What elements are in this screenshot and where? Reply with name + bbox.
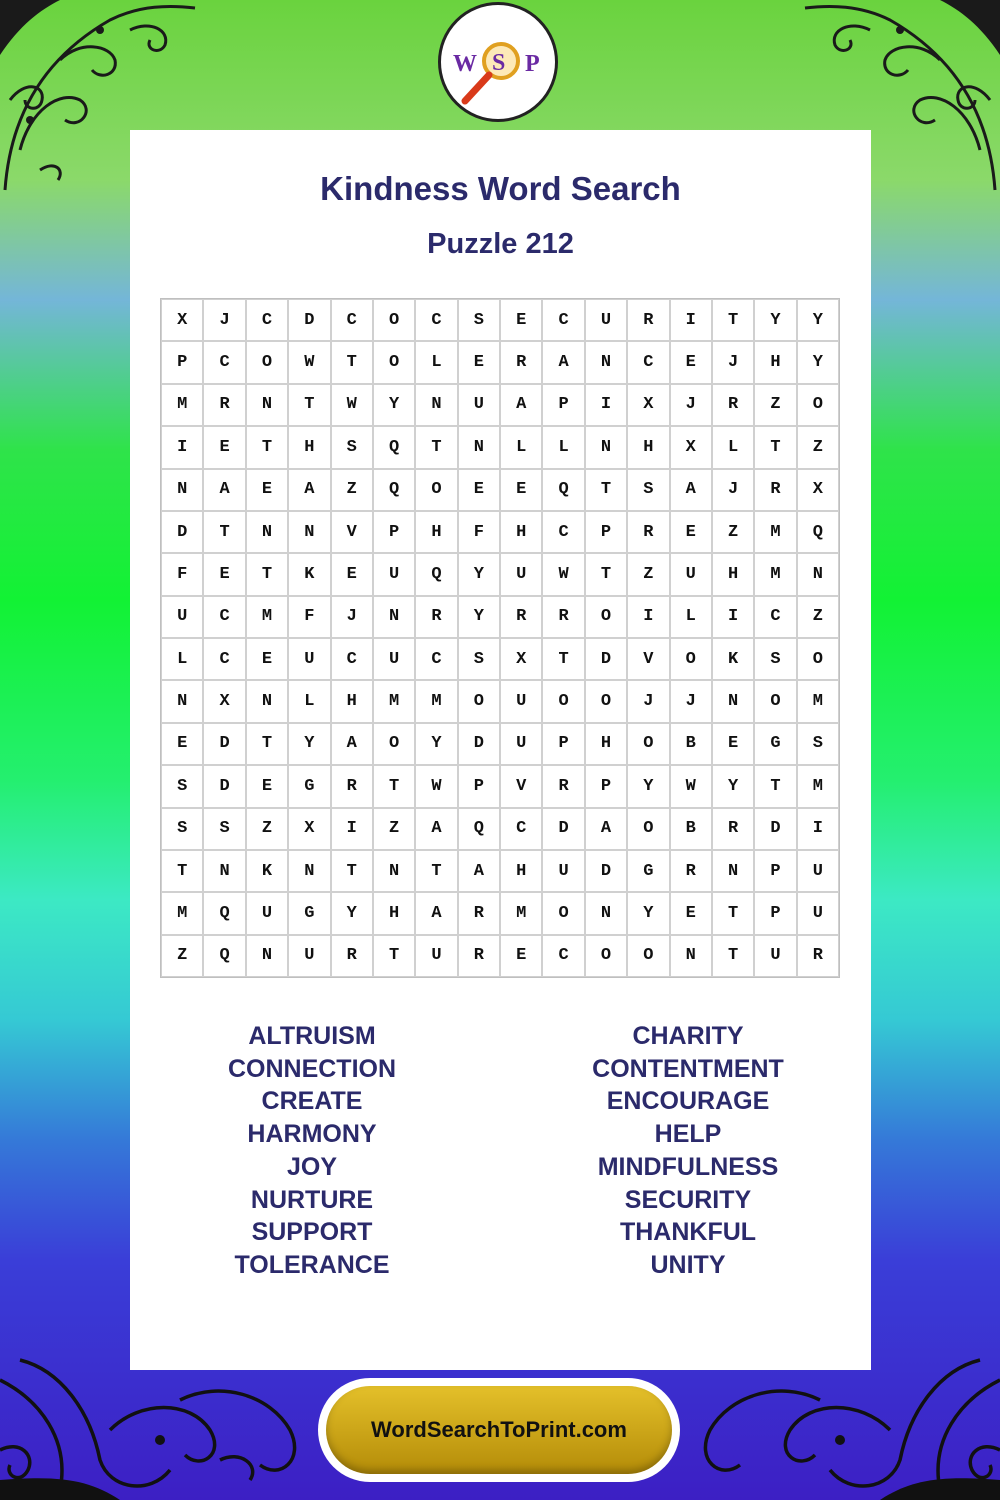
grid-cell[interactable]: J xyxy=(627,680,669,722)
grid-cell[interactable]: D xyxy=(585,850,627,892)
grid-cell[interactable]: E xyxy=(331,553,373,595)
grid-cell[interactable]: U xyxy=(500,553,542,595)
grid-cell[interactable]: O xyxy=(670,638,712,680)
grid-cell[interactable]: D xyxy=(542,808,584,850)
grid-cell[interactable]: L xyxy=(288,680,330,722)
grid-cell[interactable]: B xyxy=(670,723,712,765)
grid-cell[interactable]: O xyxy=(246,341,288,383)
grid-cell[interactable]: E xyxy=(161,723,203,765)
grid-cell[interactable]: N xyxy=(161,680,203,722)
grid-cell[interactable]: V xyxy=(627,638,669,680)
grid-cell[interactable]: J xyxy=(203,299,245,341)
grid-cell[interactable]: R xyxy=(797,935,839,977)
grid-cell[interactable]: L xyxy=(670,596,712,638)
grid-cell[interactable]: D xyxy=(203,765,245,807)
grid-cell[interactable]: Z xyxy=(712,511,754,553)
grid-cell[interactable]: A xyxy=(500,384,542,426)
letter-grid xyxy=(160,298,840,978)
grid-cell[interactable]: D xyxy=(754,808,796,850)
grid-cell[interactable]: W xyxy=(288,341,330,383)
grid-cell[interactable]: M xyxy=(754,511,796,553)
grid-cell[interactable]: A xyxy=(670,469,712,511)
grid-cell[interactable]: U xyxy=(542,850,584,892)
grid-cell[interactable]: Y xyxy=(331,892,373,934)
grid-cell[interactable]: N xyxy=(712,680,754,722)
grid-cell[interactable]: W xyxy=(415,765,457,807)
grid-cell[interactable]: T xyxy=(246,426,288,468)
grid-cell[interactable]: N xyxy=(415,384,457,426)
grid-cell[interactable]: U xyxy=(670,553,712,595)
grid-cell[interactable]: L xyxy=(712,426,754,468)
grid-cell[interactable]: M xyxy=(500,892,542,934)
grid-cell[interactable]: E xyxy=(203,426,245,468)
grid-cell[interactable]: R xyxy=(627,511,669,553)
grid-cell[interactable]: T xyxy=(246,553,288,595)
grid-cell[interactable]: J xyxy=(331,596,373,638)
word-list-item: TOLERANCE xyxy=(234,1250,390,1279)
grid-cell[interactable]: U xyxy=(415,935,457,977)
grid-cell[interactable]: H xyxy=(373,892,415,934)
grid-cell[interactable]: U xyxy=(797,850,839,892)
grid-cell[interactable]: B xyxy=(670,808,712,850)
grid-cell[interactable]: W xyxy=(331,384,373,426)
word-list-item: CHARITY xyxy=(632,1022,744,1050)
grid-cell[interactable]: H xyxy=(627,426,669,468)
grid-cell[interactable]: D xyxy=(161,511,203,553)
grid-cell[interactable]: C xyxy=(542,511,584,553)
grid-cell[interactable]: I xyxy=(712,596,754,638)
grid-cell[interactable]: H xyxy=(585,723,627,765)
grid-cell[interactable]: X xyxy=(203,680,245,722)
grid-cell[interactable]: M xyxy=(797,680,839,722)
word-list-item: JOY xyxy=(286,1152,338,1181)
word-list-item: NURTURE xyxy=(250,1185,374,1214)
grid-cell[interactable]: U xyxy=(373,638,415,680)
grid-cell[interactable]: L xyxy=(542,426,584,468)
word-list-item: UNITY xyxy=(650,1250,726,1279)
grid-cell[interactable]: O xyxy=(797,384,839,426)
grid-cell[interactable]: Y xyxy=(627,892,669,934)
grid-cell[interactable]: O xyxy=(542,892,584,934)
grid-cell[interactable]: R xyxy=(331,935,373,977)
grid-cell[interactable]: N xyxy=(585,426,627,468)
grid-cell[interactable]: A xyxy=(203,469,245,511)
grid-cell[interactable]: U xyxy=(373,553,415,595)
grid-cell[interactable]: X xyxy=(500,638,542,680)
grid-cell[interactable]: O xyxy=(542,680,584,722)
grid-cell[interactable]: E xyxy=(712,723,754,765)
grid-cell[interactable]: E xyxy=(246,469,288,511)
grid-cell[interactable]: M xyxy=(161,384,203,426)
grid-cell[interactable]: L xyxy=(500,426,542,468)
grid-cell[interactable]: Y xyxy=(458,553,500,595)
page-title: Kindness Word Search xyxy=(320,170,681,207)
grid-cell[interactable]: Z xyxy=(331,469,373,511)
grid-cell[interactable]: T xyxy=(754,426,796,468)
word-list-item: HARMONY xyxy=(247,1120,377,1149)
grid-cell[interactable]: Y xyxy=(373,384,415,426)
grid-cell[interactable]: O xyxy=(627,808,669,850)
grid-cell[interactable]: Z xyxy=(373,808,415,850)
grid-cell[interactable]: Z xyxy=(161,935,203,977)
grid-cell[interactable]: T xyxy=(712,935,754,977)
grid-cell[interactable]: C xyxy=(627,341,669,383)
grid-cell[interactable]: X xyxy=(670,426,712,468)
word-list-item: CONNECTION xyxy=(227,1054,397,1083)
grid-cell[interactable]: R xyxy=(670,850,712,892)
grid-cell[interactable]: T xyxy=(542,638,584,680)
grid-cell[interactable]: I xyxy=(331,808,373,850)
grid-cell[interactable]: Z xyxy=(797,596,839,638)
grid-cell[interactable]: N xyxy=(797,553,839,595)
grid-cell[interactable]: E xyxy=(246,638,288,680)
grid-cell[interactable]: N xyxy=(203,850,245,892)
grid-cell[interactable]: J xyxy=(712,469,754,511)
grid-cell[interactable]: C xyxy=(415,638,457,680)
grid-cell[interactable]: E xyxy=(500,299,542,341)
grid-cell[interactable]: T xyxy=(585,469,627,511)
grid-cell[interactable]: U xyxy=(161,596,203,638)
grid-cell[interactable]: Y xyxy=(288,723,330,765)
grid-cell[interactable]: H xyxy=(754,341,796,383)
grid-cell[interactable]: N xyxy=(246,511,288,553)
grid-cell[interactable]: Q xyxy=(542,469,584,511)
word-list-item: THANKFUL xyxy=(619,1218,757,1247)
grid-cell[interactable]: M xyxy=(797,765,839,807)
grid-cell[interactable]: P xyxy=(161,341,203,383)
grid-cell[interactable]: A xyxy=(415,808,457,850)
grid-cell[interactable]: H xyxy=(500,511,542,553)
grid-cell[interactable]: C xyxy=(331,638,373,680)
grid-cell[interactable]: O xyxy=(797,638,839,680)
grid-cell[interactable]: E xyxy=(246,765,288,807)
grid-cell[interactable]: T xyxy=(331,850,373,892)
grid-cell[interactable]: O xyxy=(415,469,457,511)
grid-cell[interactable]: I xyxy=(585,384,627,426)
grid-cell[interactable]: C xyxy=(203,341,245,383)
grid-cell[interactable]: O xyxy=(373,299,415,341)
grid-cell[interactable]: T xyxy=(754,765,796,807)
grid-cell[interactable]: X xyxy=(161,299,203,341)
grid-cell[interactable]: N xyxy=(585,341,627,383)
grid-cell[interactable]: E xyxy=(670,341,712,383)
grid-cell[interactable]: S xyxy=(203,808,245,850)
grid-cell[interactable]: T xyxy=(712,299,754,341)
grid-cell[interactable]: L xyxy=(161,638,203,680)
grid-cell[interactable]: N xyxy=(585,892,627,934)
grid-cell[interactable]: O xyxy=(585,680,627,722)
logo-letter-p: P xyxy=(525,51,540,77)
grid-cell[interactable]: N xyxy=(246,384,288,426)
grid-cell[interactable]: T xyxy=(585,553,627,595)
grid-cell[interactable]: T xyxy=(161,850,203,892)
grid-cell[interactable]: N xyxy=(246,680,288,722)
grid-cell[interactable]: I xyxy=(670,299,712,341)
grid-cell[interactable]: Y xyxy=(754,299,796,341)
grid-cell[interactable]: H xyxy=(415,511,457,553)
grid-cell[interactable]: J xyxy=(670,680,712,722)
grid-cell[interactable]: N xyxy=(712,850,754,892)
word-list-item: ENCOURAGE xyxy=(606,1087,770,1116)
grid-cell[interactable]: Z xyxy=(797,426,839,468)
grid-cell[interactable]: I xyxy=(627,596,669,638)
grid-cell[interactable]: Q xyxy=(203,935,245,977)
grid-cell[interactable]: E xyxy=(458,341,500,383)
puzzle-number: Puzzle 212 xyxy=(427,228,574,260)
grid-cell[interactable]: Q xyxy=(797,511,839,553)
grid-cell[interactable]: U xyxy=(500,723,542,765)
grid-cell[interactable]: U xyxy=(458,384,500,426)
grid-cell[interactable]: C xyxy=(754,596,796,638)
grid-cell[interactable]: C xyxy=(500,808,542,850)
grid-cell[interactable]: H xyxy=(500,850,542,892)
grid-cell[interactable]: S xyxy=(754,638,796,680)
grid-cell[interactable]: T xyxy=(373,935,415,977)
grid-cell[interactable]: O xyxy=(373,723,415,765)
word-list-left xyxy=(162,1020,462,1282)
grid-cell[interactable]: N xyxy=(246,935,288,977)
word-list-right xyxy=(538,1020,838,1282)
grid-cell[interactable]: R xyxy=(500,596,542,638)
grid-cell[interactable]: C xyxy=(542,935,584,977)
grid-cell[interactable]: O xyxy=(754,680,796,722)
grid-cell[interactable]: N xyxy=(458,426,500,468)
grid-cell[interactable]: A xyxy=(542,341,584,383)
grid-cell[interactable]: W xyxy=(670,765,712,807)
word-list-item: HELP xyxy=(654,1120,722,1149)
grid-cell[interactable]: Q xyxy=(415,553,457,595)
grid-cell[interactable]: S xyxy=(458,299,500,341)
grid-cell[interactable]: E xyxy=(500,469,542,511)
grid-cell[interactable]: O xyxy=(627,935,669,977)
word-list-item: SUPPORT xyxy=(251,1218,373,1247)
grid-cell[interactable]: Q xyxy=(203,892,245,934)
grid-cell[interactable]: T xyxy=(331,341,373,383)
grid-cell[interactable]: D xyxy=(288,299,330,341)
grid-cell[interactable]: R xyxy=(458,892,500,934)
grid-cell[interactable]: V xyxy=(500,765,542,807)
grid-cell[interactable]: P xyxy=(542,723,584,765)
grid-cell[interactable]: R xyxy=(203,384,245,426)
grid-cell[interactable]: N xyxy=(373,596,415,638)
grid-cell[interactable]: X xyxy=(797,469,839,511)
grid-cell[interactable]: P xyxy=(373,511,415,553)
grid-cell[interactable]: S xyxy=(331,426,373,468)
grid-cell[interactable]: E xyxy=(670,511,712,553)
grid-cell[interactable]: U xyxy=(797,892,839,934)
grid-cell[interactable]: G xyxy=(288,765,330,807)
grid-cell[interactable]: U xyxy=(754,935,796,977)
grid-cell[interactable]: K xyxy=(288,553,330,595)
grid-cell[interactable]: F xyxy=(458,511,500,553)
grid-cell[interactable]: Q xyxy=(373,469,415,511)
grid-cell[interactable]: P xyxy=(542,384,584,426)
grid-cell[interactable]: N xyxy=(288,850,330,892)
grid-cell[interactable]: S xyxy=(627,469,669,511)
grid-cell[interactable]: Y xyxy=(627,765,669,807)
grid-cell[interactable]: T xyxy=(712,892,754,934)
website-button[interactable] xyxy=(318,1378,680,1482)
grid-cell[interactable]: E xyxy=(458,469,500,511)
grid-cell[interactable]: A xyxy=(331,723,373,765)
grid-cell[interactable]: E xyxy=(500,935,542,977)
grid-cell[interactable]: A xyxy=(288,469,330,511)
grid-cell[interactable]: K xyxy=(246,850,288,892)
grid-cell[interactable]: M xyxy=(373,680,415,722)
grid-cell[interactable]: U xyxy=(246,892,288,934)
grid-cell[interactable]: U xyxy=(500,680,542,722)
grid-cell[interactable]: S xyxy=(458,638,500,680)
grid-cell[interactable]: R xyxy=(712,808,754,850)
grid-cell[interactable]: N xyxy=(373,850,415,892)
grid-cell[interactable]: M xyxy=(161,892,203,934)
grid-cell[interactable]: I xyxy=(797,808,839,850)
grid-cell[interactable]: C xyxy=(542,299,584,341)
logo-letter-s: S xyxy=(492,50,506,76)
grid-cell[interactable]: U xyxy=(288,638,330,680)
grid-cell[interactable]: C xyxy=(331,299,373,341)
site-logo[interactable] xyxy=(438,2,558,122)
word-list-item: SECURITY xyxy=(624,1185,752,1214)
grid-cell[interactable]: A xyxy=(415,892,457,934)
grid-cell[interactable]: W xyxy=(542,553,584,595)
grid-cell[interactable]: I xyxy=(161,426,203,468)
grid-cell[interactable]: H xyxy=(712,553,754,595)
grid-cell[interactable]: Y xyxy=(797,299,839,341)
grid-cell[interactable]: P xyxy=(458,765,500,807)
grid-cell[interactable]: C xyxy=(415,299,457,341)
grid-cell[interactable]: C xyxy=(203,638,245,680)
grid-cell[interactable]: P xyxy=(754,892,796,934)
grid-cell[interactable]: Q xyxy=(373,426,415,468)
grid-cell[interactable]: G xyxy=(627,850,669,892)
grid-cell[interactable]: R xyxy=(500,341,542,383)
grid-cell[interactable]: R xyxy=(415,596,457,638)
grid-cell[interactable]: C xyxy=(203,596,245,638)
grid-cell[interactable]: H xyxy=(288,426,330,468)
grid-cell[interactable]: Q xyxy=(458,808,500,850)
grid-cell[interactable]: T xyxy=(415,850,457,892)
grid-cell[interactable]: T xyxy=(246,723,288,765)
grid-cell[interactable]: S xyxy=(797,723,839,765)
grid-cell[interactable]: Y xyxy=(712,765,754,807)
grid-cell[interactable]: O xyxy=(627,723,669,765)
word-list-item: CONTENTMENT xyxy=(592,1054,784,1083)
word-list-item: CREATE xyxy=(261,1087,363,1116)
grid-cell[interactable]: M xyxy=(415,680,457,722)
grid-cell[interactable]: N xyxy=(161,469,203,511)
grid-cell[interactable]: N xyxy=(670,935,712,977)
grid-cell[interactable]: M xyxy=(246,596,288,638)
grid-cell[interactable]: A xyxy=(585,808,627,850)
grid-cell[interactable]: D xyxy=(203,723,245,765)
grid-cell[interactable]: D xyxy=(458,723,500,765)
grid-cell[interactable]: X xyxy=(627,384,669,426)
grid-cell[interactable]: E xyxy=(670,892,712,934)
grid-cell[interactable]: J xyxy=(712,341,754,383)
grid-cell[interactable]: T xyxy=(415,426,457,468)
grid-cell[interactable]: R xyxy=(542,596,584,638)
grid-cell[interactable]: D xyxy=(585,638,627,680)
grid-cell[interactable]: R xyxy=(712,384,754,426)
grid-cell[interactable]: J xyxy=(670,384,712,426)
grid-cell[interactable]: V xyxy=(331,511,373,553)
grid-cell[interactable]: G xyxy=(754,723,796,765)
grid-cell[interactable]: O xyxy=(585,596,627,638)
grid-cell[interactable]: L xyxy=(415,341,457,383)
grid-cell[interactable]: T xyxy=(203,511,245,553)
puzzle-card xyxy=(130,130,871,1370)
grid-cell[interactable]: O xyxy=(458,680,500,722)
grid-cell[interactable]: P xyxy=(585,765,627,807)
grid-cell[interactable]: F xyxy=(161,553,203,595)
word-list-item: MINDFULNESS xyxy=(597,1152,779,1181)
grid-cell[interactable]: K xyxy=(712,638,754,680)
grid-cell[interactable]: U xyxy=(585,299,627,341)
grid-cell[interactable]: R xyxy=(542,765,584,807)
grid-cell[interactable]: N xyxy=(288,511,330,553)
grid-cell[interactable]: T xyxy=(373,765,415,807)
logo-letter-w: W xyxy=(453,51,477,77)
grid-cell[interactable]: S xyxy=(161,765,203,807)
grid-cell[interactable]: O xyxy=(373,341,415,383)
grid-cell[interactable]: T xyxy=(288,384,330,426)
grid-cell[interactable]: Z xyxy=(627,553,669,595)
website-button-face xyxy=(326,1386,672,1474)
grid-cell[interactable]: X xyxy=(288,808,330,850)
grid-cell[interactable]: G xyxy=(288,892,330,934)
grid-cell[interactable]: H xyxy=(331,680,373,722)
grid-cell[interactable]: P xyxy=(754,850,796,892)
grid-cell[interactable]: C xyxy=(246,299,288,341)
word-list-item: ALTRUISM xyxy=(248,1022,376,1050)
grid-cell[interactable]: O xyxy=(585,935,627,977)
grid-cell[interactable]: R xyxy=(458,935,500,977)
grid-cell[interactable]: S xyxy=(161,808,203,850)
grid-cell[interactable]: Y xyxy=(458,596,500,638)
grid-cell[interactable]: R xyxy=(331,765,373,807)
grid-cell[interactable]: U xyxy=(288,935,330,977)
grid-cell[interactable]: E xyxy=(203,553,245,595)
grid-cell[interactable]: Z xyxy=(246,808,288,850)
grid-cell[interactable]: Z xyxy=(754,384,796,426)
grid-cell[interactable]: Y xyxy=(797,341,839,383)
grid-cell[interactable]: A xyxy=(458,850,500,892)
grid-cell[interactable]: R xyxy=(627,299,669,341)
grid-cell[interactable]: M xyxy=(754,553,796,595)
grid-cell[interactable]: F xyxy=(288,596,330,638)
website-label: WordSearchToPrint.com xyxy=(371,1417,627,1442)
grid-cell[interactable]: P xyxy=(585,511,627,553)
grid-cell[interactable]: R xyxy=(754,469,796,511)
grid-cell[interactable]: Y xyxy=(415,723,457,765)
